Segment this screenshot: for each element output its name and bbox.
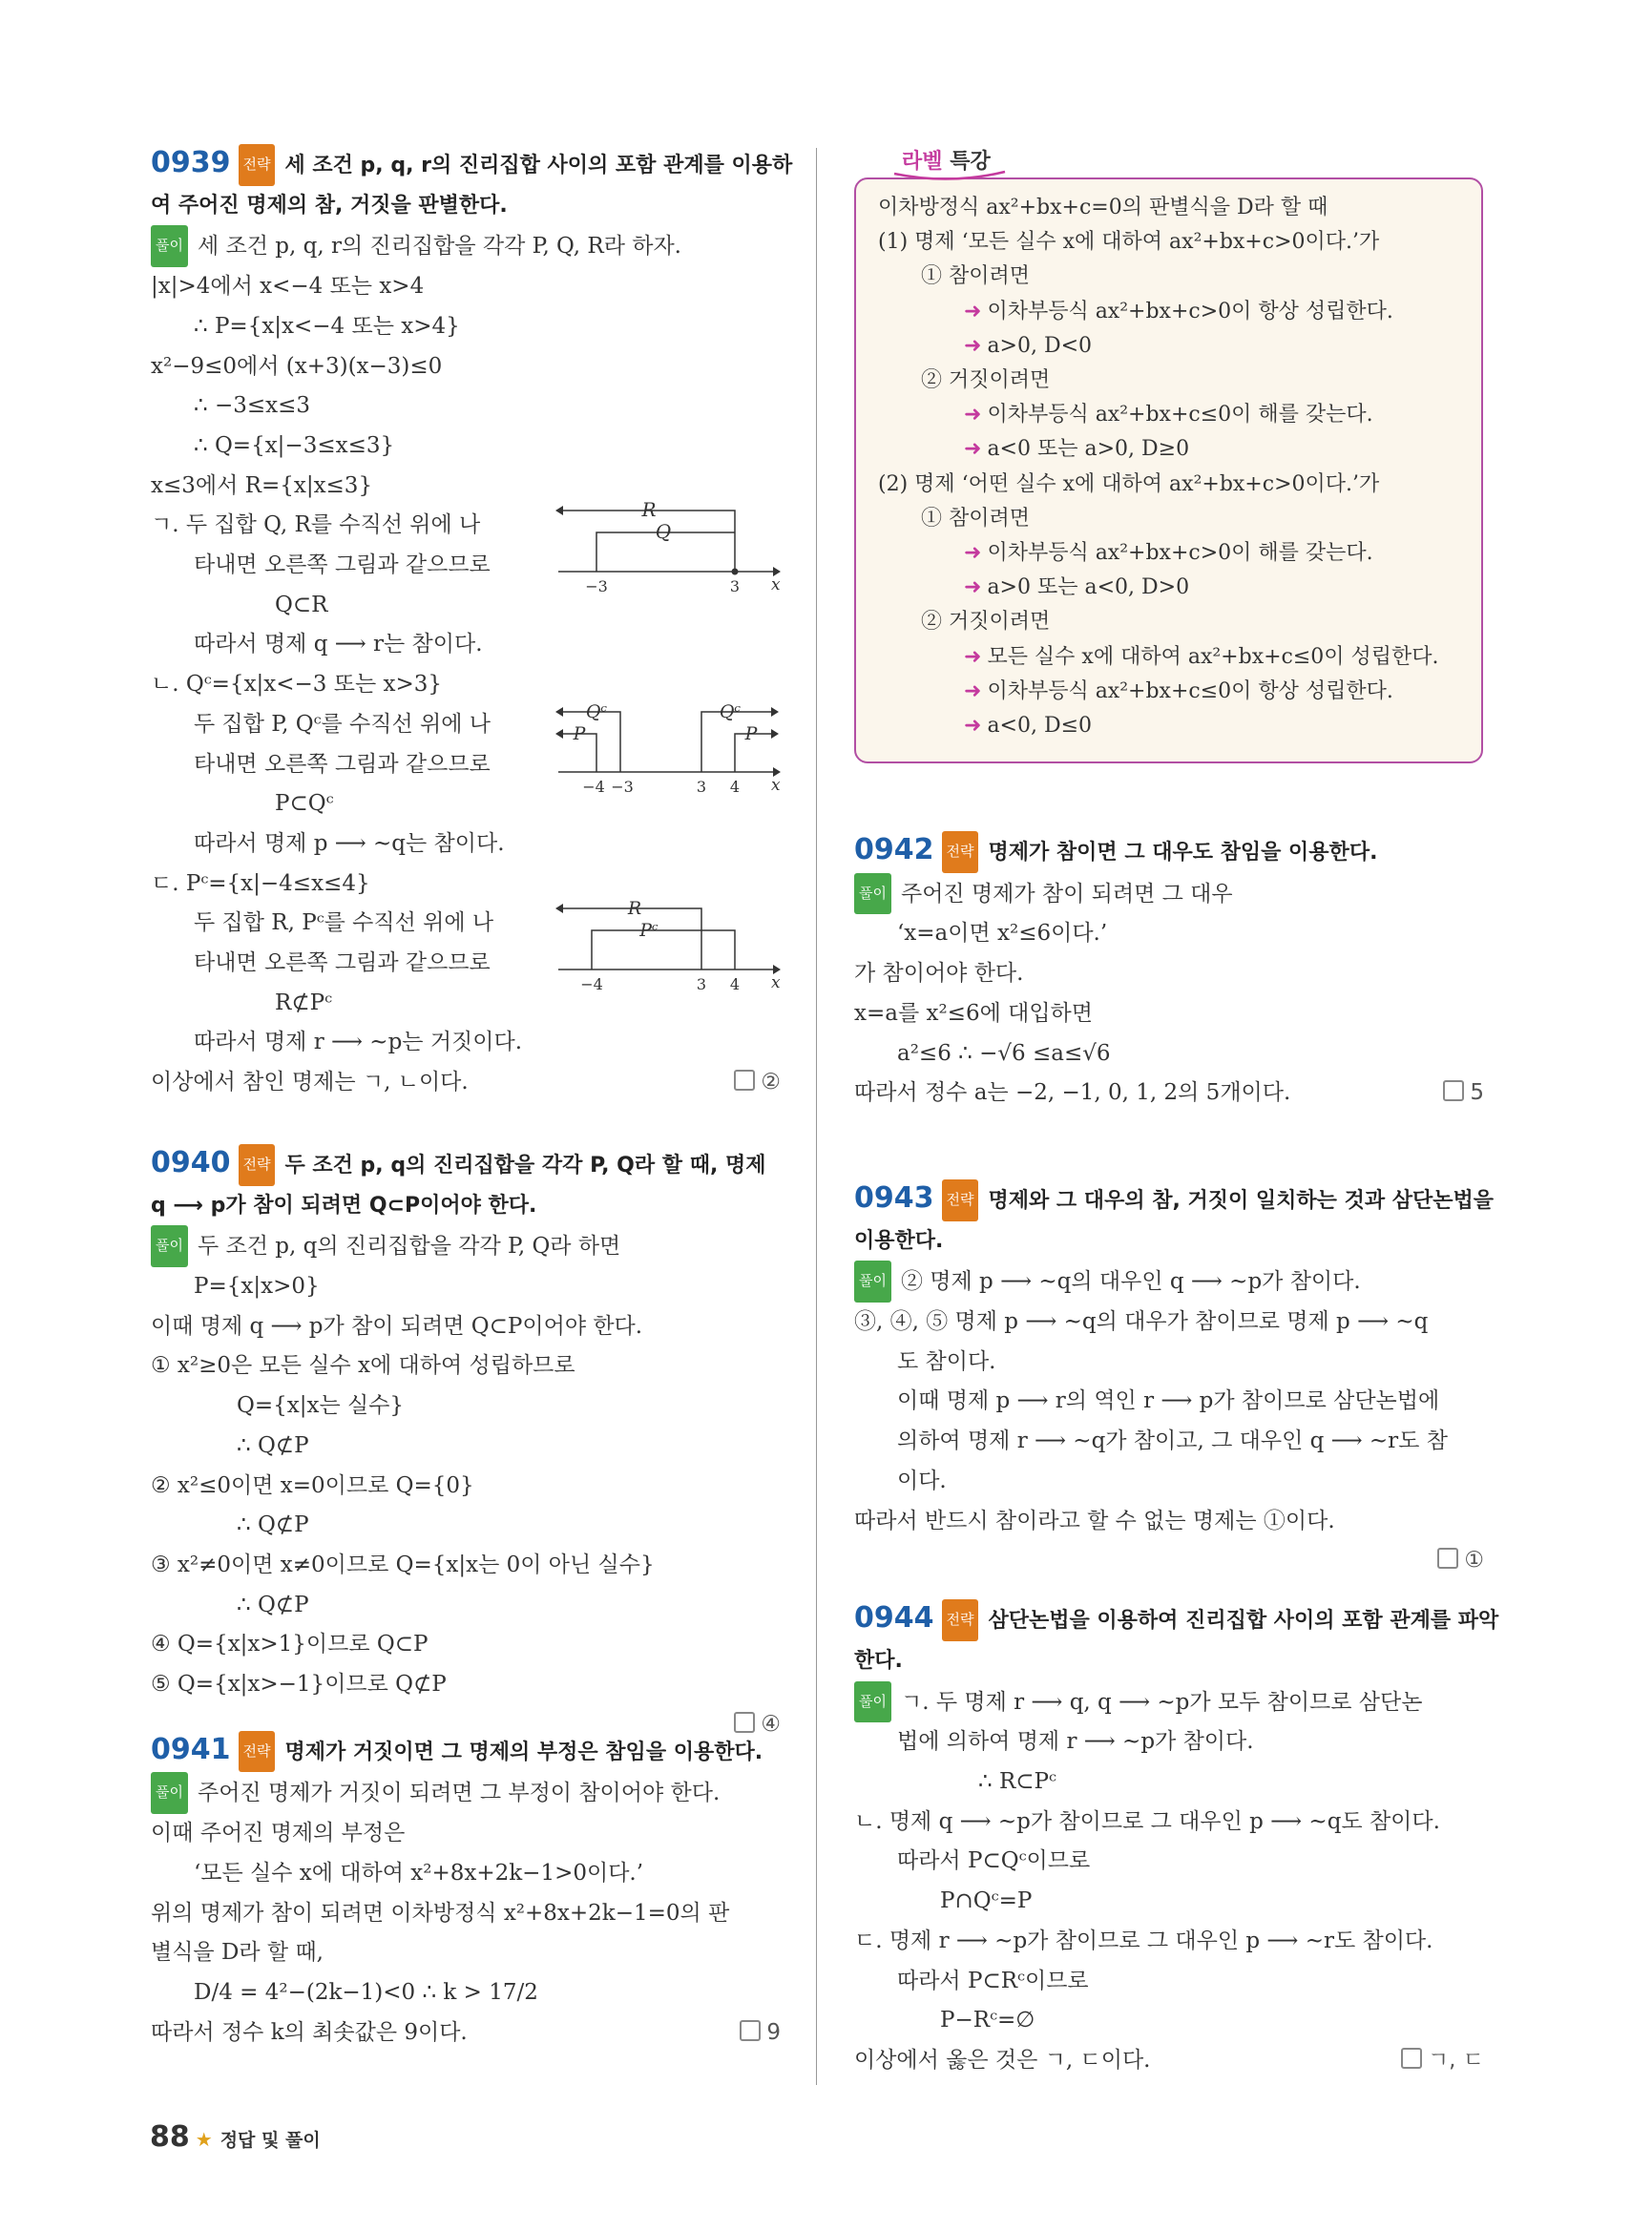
solution-tag: 풀이 xyxy=(854,1261,891,1303)
solution-line: 두 집합 R, Pᶜ를 수직선 위에 나 xyxy=(194,910,494,936)
strategy-text: 세 조건 p, q, r의 진리집합 사이의 포함 관계를 이용하 xyxy=(284,154,793,177)
answer-icon xyxy=(1437,1548,1458,1569)
solution-line: ㄷ. 명제 r ⟶ ~p가 참이므로 그 대우인 p ⟶ ~r도 참이다. xyxy=(854,1928,1433,1953)
solution-line: 의하여 명제 r ⟶ ~q가 참이고, 그 대우인 q ⟶ ~r도 참 xyxy=(897,1428,1448,1454)
box-line: 모든 실수 x에 대하여 ax²+bx+c≤0이 성립한다. xyxy=(987,644,1439,669)
box-line: a<0 또는 a>0, D≥0 xyxy=(987,437,1190,462)
arrow-icon: ➜ xyxy=(964,403,982,427)
answer: ④ xyxy=(734,1705,781,1745)
box-line: ① 참이려면 xyxy=(921,264,1031,289)
answer-icon xyxy=(734,1070,755,1091)
solution-line: R⊄Pᶜ xyxy=(275,990,333,1015)
box-line: (1) 명제 ‘모든 실수 x에 대하여 ax²+bx+c>0이다.’가 xyxy=(878,230,1380,255)
arrow-icon: ➜ xyxy=(964,714,982,739)
arrow-icon: ➜ xyxy=(964,575,982,600)
solution-line: ㄷ. Pᶜ={x|−4≤x≤4} xyxy=(151,870,370,896)
footer-title: 정답 및 풀이 xyxy=(220,2130,321,2151)
problem-number: 0941 xyxy=(151,1732,231,1766)
box-line: a>0 또는 a<0, D>0 xyxy=(987,575,1190,600)
star-icon: ★ xyxy=(195,2128,213,2151)
strategy-tag: 전략 xyxy=(942,1179,979,1221)
strategy-text: 삼단논법을 이용하여 진리집합 사이의 포함 관계를 파악 xyxy=(988,1609,1499,1634)
solution-line: Q⊂R xyxy=(275,592,328,617)
answer: ② xyxy=(734,1063,781,1103)
strategy-text: 여 주어진 명제의 참, 거짓을 판별한다. xyxy=(151,193,508,218)
solution-line: 이때 주어진 명제의 부정은 xyxy=(151,1821,406,1846)
solution-line: ① x²≥0은 모든 실수 x에 대하여 성립하므로 xyxy=(151,1353,575,1379)
solution-line: 이때 명제 q ⟶ p가 참이 되려면 Q⊂P이어야 한다. xyxy=(151,1313,643,1339)
solution-line: 세 조건 p, q, r의 진리집합을 각각 P, Q, R라 하자. xyxy=(197,234,681,260)
solution-line: 타내면 오른쪽 그림과 같으므로 xyxy=(194,553,491,578)
answer: 5 xyxy=(1443,1074,1484,1114)
arrow-icon: ➜ xyxy=(964,299,982,323)
solution-line: 타내면 오른쪽 그림과 같으므로 xyxy=(194,751,491,777)
problem-number: 0944 xyxy=(854,1601,934,1636)
problem-number: 0940 xyxy=(151,1145,231,1179)
solution-line: ㄴ. Qᶜ={x|x<−3 또는 x>3} xyxy=(151,672,442,698)
box-line: 이차부등식 ax²+bx+c>0이 항상 성립한다. xyxy=(987,299,1393,323)
solution-line: 따라서 P⊂Qᶜ이므로 xyxy=(897,1848,1091,1874)
solution-line: 따라서 명제 p ⟶ ~q는 참이다. xyxy=(194,830,505,856)
solution-line: x²−9≤0에서 (x+3)(x−3)≤0 xyxy=(151,353,443,379)
solution-line: ∴ Q⊄P xyxy=(237,1432,309,1458)
solution-line: x≤3에서 R={x|x≤3} xyxy=(151,472,373,498)
solution-line: ㄱ. 두 집합 Q, R를 수직선 위에 나 xyxy=(151,512,481,538)
strategy-tag: 전략 xyxy=(942,1599,979,1641)
axis-x: x xyxy=(771,973,781,990)
tick-label: 3 xyxy=(696,778,707,792)
strategy-text: 두 조건 p, q의 진리집합을 각각 P, Q라 할 때, 명제 xyxy=(284,1153,766,1178)
answer-icon xyxy=(740,2020,761,2041)
label-P: P xyxy=(744,723,758,744)
problem-0941 xyxy=(151,1730,781,2054)
arrow-icon: ➜ xyxy=(964,678,982,703)
solution-line: P−Rᶜ=∅ xyxy=(940,2008,1035,2033)
box-line: a>0, D<0 xyxy=(987,333,1093,358)
solution-line: ② 명제 p ⟶ ~q의 대우인 q ⟶ ~p가 참이다. xyxy=(900,1269,1361,1295)
box-line: (2) 명제 ‘어떤 실수 x에 대하여 ax²+bx+c>0이다.’가 xyxy=(878,471,1380,496)
tick-label: 4 xyxy=(729,778,741,792)
arrow-icon: ➜ xyxy=(964,541,982,566)
tick-label: 4 xyxy=(729,975,741,990)
label-Q: Q xyxy=(655,520,672,543)
solution-line: ∴ Q={x|−3≤x≤3} xyxy=(194,432,395,458)
solution-line: ③, ④, ⑤ 명제 p ⟶ ~q의 대우가 참이므로 명제 p ⟶ ~q xyxy=(854,1309,1429,1335)
solution-line: D/4 = 4²−(2k−1)<0 ∴ k > 17/2 xyxy=(194,1979,538,2005)
answer-icon xyxy=(734,1712,755,1733)
label-Qc: Qᶜ xyxy=(585,701,608,722)
solution-line: ⑤ Q={x|x>−1}이므로 Q⊄P xyxy=(151,1672,447,1698)
solution-tag: 풀이 xyxy=(854,873,891,915)
solution-line: ∴ Q⊄P xyxy=(237,1592,309,1617)
number-line-diagram-1 xyxy=(554,496,783,592)
strategy-text: 한다. xyxy=(854,1648,903,1673)
label-R: R xyxy=(641,498,657,521)
solution-line: 도 참이다. xyxy=(897,1348,996,1374)
box-line: 이차부등식 ax²+bx+c≤0이 항상 성립한다. xyxy=(987,678,1393,703)
solution-line: 따라서 명제 r ⟶ ~p는 거짓이다. xyxy=(194,1030,523,1055)
axis-x: x xyxy=(771,776,781,792)
problem-number: 0939 xyxy=(151,146,231,179)
answer-icon xyxy=(1401,2048,1422,2069)
solution-line: 타내면 오른쪽 그림과 같으므로 xyxy=(194,950,491,976)
solution-line: ④ Q={x|x>1}이므로 Q⊂P xyxy=(151,1632,429,1658)
box-title: 라벨 특강 xyxy=(902,150,991,174)
solution-line: 주어진 명제가 참이 되려면 그 대우 xyxy=(900,881,1233,907)
problem-0944 xyxy=(854,1598,1499,2080)
solution-line: 위의 명제가 참이 되려면 이차방정식 x²+8x+2k−1=0의 판 xyxy=(151,1900,730,1926)
solution-line: ∴ −3≤x≤3 xyxy=(194,393,310,419)
solution-line: |x|>4에서 x<−4 또는 x>4 xyxy=(151,274,425,300)
label-R: R xyxy=(627,898,642,919)
box-line: ② 거짓이려면 xyxy=(921,368,1051,393)
solution-line: 별식을 D라 할 때, xyxy=(151,1940,324,1966)
strategy-text: 명제가 참이면 그 대우도 참임을 이용한다. xyxy=(988,841,1378,865)
label-P: P xyxy=(573,723,586,744)
tick-label: 3 xyxy=(696,975,707,990)
solution-line: ∴ P={x|x<−4 또는 x>4} xyxy=(194,313,460,339)
label-Qc: Qᶜ xyxy=(719,701,742,722)
answer-icon xyxy=(1443,1080,1464,1101)
solution-line: 따라서 정수 a는 −2, −1, 0, 1, 2의 5개이다. xyxy=(854,1080,1291,1106)
column-divider xyxy=(816,148,817,2085)
solution-line: 가 참이어야 한다. xyxy=(854,961,1024,987)
solution-line: 주어진 명제가 거짓이 되려면 그 부정이 참이어야 한다. xyxy=(197,1781,721,1806)
tick-label: −4 xyxy=(580,975,603,990)
solution-line: 이때 명제 p ⟶ r의 역인 r ⟶ p가 참이므로 삼단논법에 xyxy=(897,1388,1440,1414)
solution-line: 이다. xyxy=(897,1468,947,1493)
arrow-icon: ➜ xyxy=(964,644,982,669)
label-Pc: Pᶜ xyxy=(639,920,659,941)
right-column xyxy=(854,830,1499,2081)
strategy-tag: 전략 xyxy=(239,1144,276,1186)
solution-line: P⊂Qᶜ xyxy=(275,791,334,817)
page-number: 88 xyxy=(150,2120,190,2154)
box-line: 이차부등식 ax²+bx+c≤0이 해를 갖는다. xyxy=(987,403,1373,427)
solution-line: 따라서 P⊂Rᶜ이므로 xyxy=(897,1968,1089,1993)
number-line-diagram-3 xyxy=(554,894,783,990)
solution-tag: 풀이 xyxy=(151,1772,188,1814)
arrow-icon: ➜ xyxy=(964,437,982,462)
solution-line: ② x²≤0이면 x=0이므로 Q={0} xyxy=(151,1472,474,1498)
solution-line: 두 조건 p, q의 진리집합을 각각 P, Q라 하면 xyxy=(197,1234,621,1260)
answer: 9 xyxy=(740,2013,781,2054)
box-line: ① 참이려면 xyxy=(921,506,1031,531)
solution-line: a²≤6 ∴ −√6 ≤a≤√6 xyxy=(897,1040,1111,1066)
title-underline-icon xyxy=(892,170,1007,183)
problem-number: 0942 xyxy=(854,833,934,866)
strategy-text: 명제가 거짓이면 그 명제의 부정은 참임을 이용한다. xyxy=(284,1740,763,1764)
solution-line: Q={x|x는 실수} xyxy=(237,1393,405,1419)
solution-line: ㄱ. 두 명제 r ⟶ q, q ⟶ ~p가 모두 참이므로 삼단논 xyxy=(900,1689,1423,1715)
solution-line: P={x|x>0} xyxy=(194,1273,320,1299)
solution-line: ‘모든 실수 x에 대하여 x²+8x+2k−1>0이다.’ xyxy=(194,1860,644,1886)
solution-line: 이상에서 참인 명제는 ㄱ, ㄴ이다. xyxy=(151,1070,469,1095)
solution-line: ‘x=a이면 x²≤6이다.’ xyxy=(897,921,1108,947)
strategy-tag: 전략 xyxy=(239,1731,276,1773)
tick-label: −3 xyxy=(585,577,608,592)
strategy-text: 이용한다. xyxy=(854,1228,944,1253)
solution-line: 따라서 반드시 참이라고 할 수 없는 명제는 ①이다. xyxy=(854,1508,1335,1533)
solution-line: 따라서 명제 q ⟶ r는 참이다. xyxy=(194,632,483,657)
answer: ① xyxy=(1437,1541,1484,1581)
left-column xyxy=(151,143,793,2053)
arrow-icon: ➜ xyxy=(964,333,982,358)
axis-x: x xyxy=(771,575,781,592)
solution-line: 이상에서 옳은 것은 ㄱ, ㄷ이다. xyxy=(854,2047,1151,2073)
solution-line: 따라서 정수 k의 최솟값은 9이다. xyxy=(151,2019,468,2045)
tick-label: −3 xyxy=(611,778,634,792)
tick-label: −4 xyxy=(582,778,605,792)
solution-tag: 풀이 xyxy=(854,1681,891,1723)
strategy-tag: 전략 xyxy=(239,144,276,186)
solution-line: 두 집합 P, Qᶜ를 수직선 위에 나 xyxy=(194,711,491,737)
solution-tag: 풀이 xyxy=(151,1225,188,1267)
solution-line: ∴ Q⊄P xyxy=(237,1512,309,1538)
problem-0940 xyxy=(151,1143,781,1737)
number-line-diagram-2 xyxy=(554,697,783,792)
strategy-text: q ⟶ p가 참이 되려면 Q⊂P이어야 한다. xyxy=(151,1193,537,1218)
box-line: a<0, D≤0 xyxy=(987,714,1093,739)
box-line: 이차방정식 ax²+bx+c=0의 판별식을 D라 할 때 xyxy=(878,196,1328,219)
solution-line: ∴ R⊂Pᶜ xyxy=(978,1769,1056,1795)
solution-line: P∩Qᶜ=P xyxy=(940,1888,1033,1914)
solution-line: ㄴ. 명제 q ⟶ ~p가 참이므로 그 대우인 p ⟶ ~q도 참이다. xyxy=(854,1808,1440,1834)
box-line: ② 거짓이려면 xyxy=(921,610,1051,635)
problem-number: 0943 xyxy=(854,1180,934,1215)
strategy-text: 명제와 그 대우의 참, 거짓이 일치하는 것과 삼단논법을 xyxy=(988,1188,1495,1213)
answer: ㄱ, ㄷ xyxy=(1401,2041,1484,2081)
strategy-tag: 전략 xyxy=(942,831,979,873)
solution-tag: 풀이 xyxy=(151,225,188,267)
problem-0942 xyxy=(854,830,1484,1114)
tick-label: 3 xyxy=(729,577,741,592)
solution-line: ③ x²≠0이면 x≠0이므로 Q={x|x는 0이 아닌 실수} xyxy=(151,1552,655,1577)
page-footer xyxy=(150,2120,321,2154)
solution-line: 법에 의하여 명제 r ⟶ ~p가 참이다. xyxy=(897,1729,1254,1755)
problem-0943 xyxy=(854,1178,1495,1574)
solution-line: x=a를 x²≤6에 대입하면 xyxy=(854,1000,1093,1026)
box-line: 이차부등식 ax²+bx+c>0이 해를 갖는다. xyxy=(987,541,1373,566)
box-content xyxy=(878,191,1470,743)
